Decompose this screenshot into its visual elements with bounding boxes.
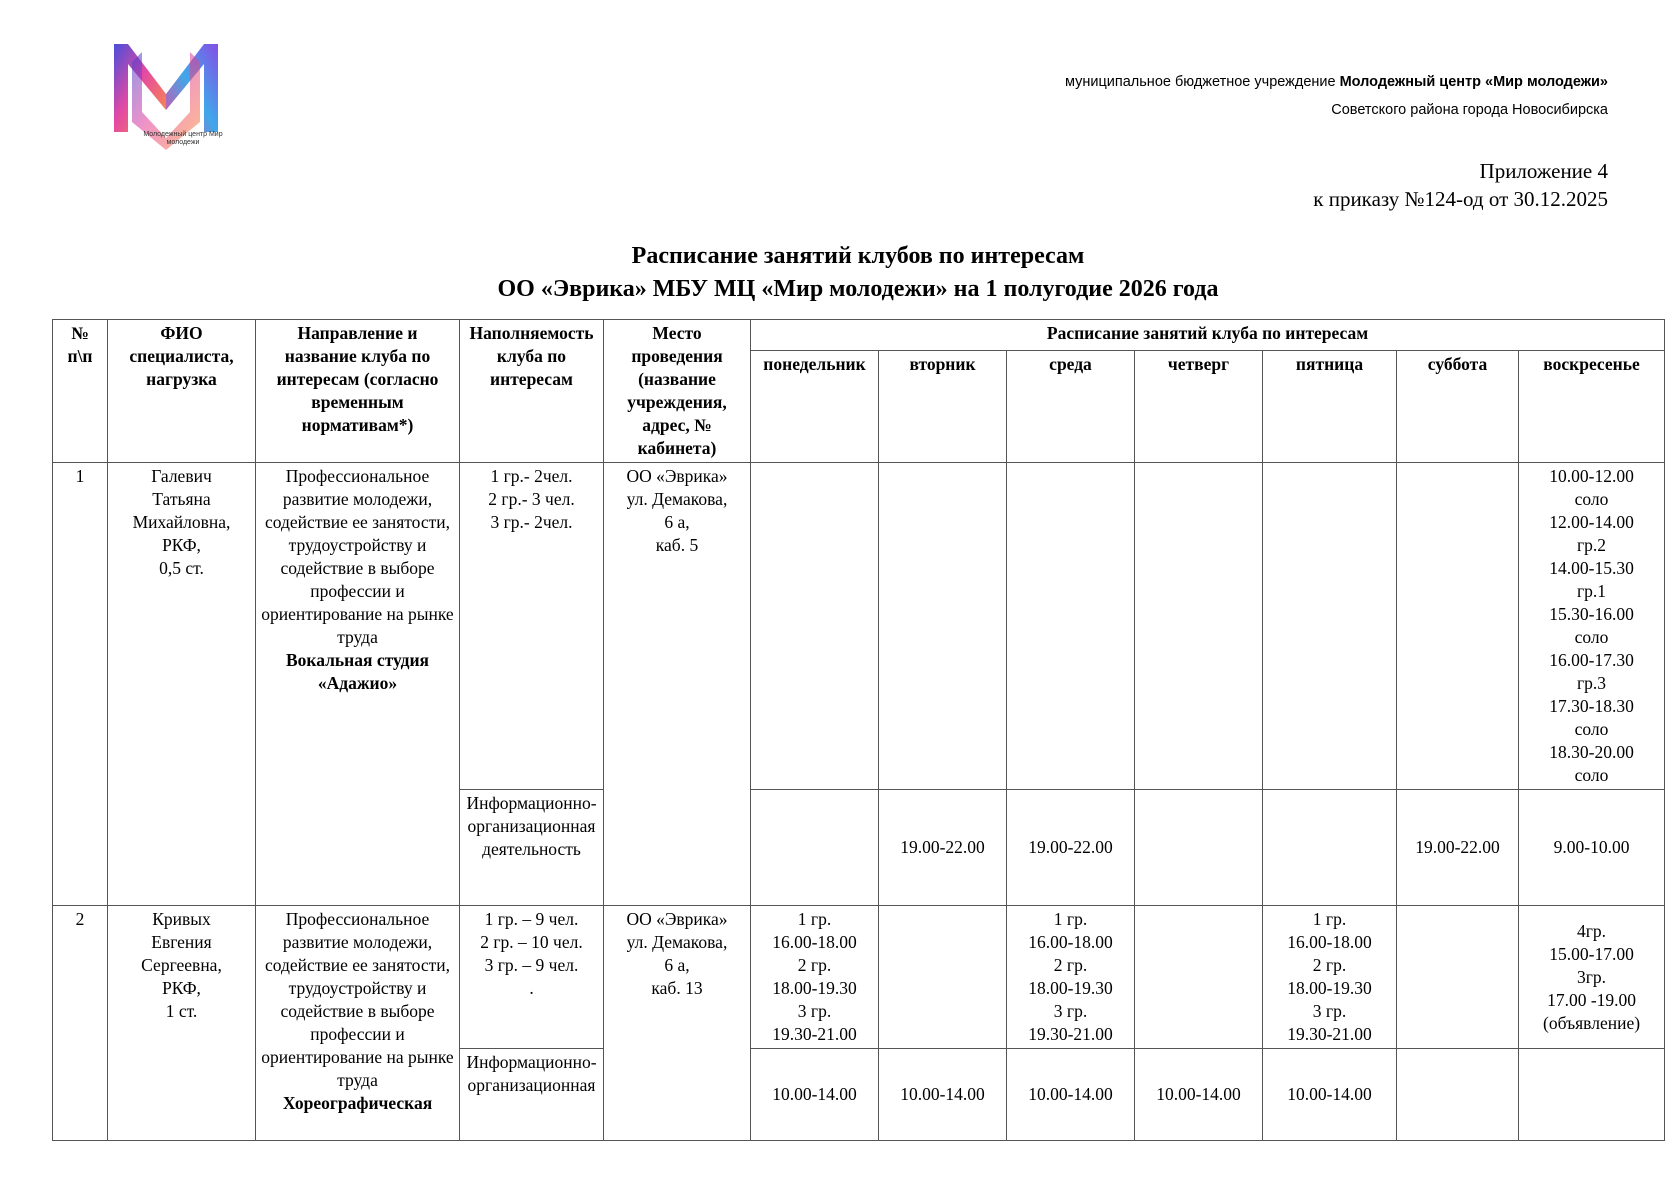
day-cell: 10.00-14.00 xyxy=(1007,1049,1135,1141)
day-cell xyxy=(1135,906,1263,1049)
title-line2: ОО «Эврика» МБУ МЦ «Мир молодежи» на 1 полугодие 2026 года xyxy=(497,276,1219,302)
group-fill: 1 гр.- 2чел. 2 гр.- 3 чел. 3 гр.- 2чел. xyxy=(460,463,604,790)
day-cell: 10.00-14.00 xyxy=(751,1049,879,1141)
schedule-table xyxy=(52,319,1665,1141)
day-cell xyxy=(751,790,879,906)
row-num: 1 xyxy=(53,463,108,906)
logo-text: Молодежный центр Мир молодежи xyxy=(143,131,223,146)
day-cell xyxy=(1397,463,1519,790)
day-cell xyxy=(1263,463,1397,790)
day-cell xyxy=(879,463,1007,790)
venue: ОО «Эврика» ул. Демакова, 6 а, каб. 5 xyxy=(604,463,751,906)
org-line2: Советского района города Новосибирска xyxy=(1331,102,1608,118)
day-cell xyxy=(879,906,1007,1049)
club-direction xyxy=(256,463,460,906)
header-day: среда xyxy=(1007,350,1135,462)
group-fill: 1 гр. – 9 чел. 2 гр. – 10 чел. 3 гр. – 9 чел. . xyxy=(460,906,604,1049)
table-row xyxy=(53,463,1665,790)
day-cell xyxy=(1135,463,1263,790)
annex-line1: Приложение 4 xyxy=(1479,159,1608,183)
day-cell xyxy=(1007,463,1135,790)
club-name: Вокальная студия «Адажио» xyxy=(285,650,430,693)
day-cell: 10.00-14.00 xyxy=(1263,1049,1397,1141)
annex-note xyxy=(1313,157,1608,213)
day-cell: 10.00-14.00 xyxy=(879,1049,1007,1141)
day-cell xyxy=(1135,790,1263,906)
info-activity-label: Информационно-организационная деятельность xyxy=(460,790,604,906)
day-cell: 1 гр. 16.00-18.00 2 гр. 18.00-19.30 3 гр. 19.30-21.00 xyxy=(1263,906,1397,1049)
day-cell: 9.00-10.00 xyxy=(1519,790,1665,906)
day-cell: 19.00-22.00 xyxy=(879,790,1007,906)
info-activity-label: Информационно-организационная xyxy=(460,1049,604,1141)
header-place: Место проведения (название учреждения, адрес, № кабинета) xyxy=(604,320,751,463)
row-num: 2 xyxy=(53,906,108,1141)
specialist-name: Галевич Татьяна Михайловна, РКФ, 0,5 ст. xyxy=(108,463,256,906)
day-cell xyxy=(751,463,879,790)
table-row xyxy=(53,906,1665,1049)
day-cell xyxy=(1397,1049,1519,1141)
header-day: пятница xyxy=(1263,350,1397,462)
organization-header xyxy=(1065,68,1608,124)
venue: ОО «Эврика» ул. Демакова, 6 а, каб. 13 xyxy=(604,906,751,1141)
header-day: понедельник xyxy=(751,350,879,462)
title-line1: Расписание занятий клубов по интересам xyxy=(631,243,1085,269)
direction-text: Профессиональное развитие молодежи, содействие ее занятости, трудоустройству и содействие в выборе профессии и ориентирование на рынке труда xyxy=(261,909,454,1090)
header-num: № п\п xyxy=(53,320,108,463)
day-cell: 1 гр. 16.00-18.00 2 гр. 18.00-19.30 3 гр. 19.30-21.00 xyxy=(751,906,879,1049)
header-direction: Направление и название клуба по интересам (согласно временным нормативам*) xyxy=(256,320,460,463)
day-cell xyxy=(1263,790,1397,906)
day-cell: 19.00-22.00 xyxy=(1007,790,1135,906)
header-day: четверг xyxy=(1135,350,1263,462)
document-title xyxy=(52,240,1664,306)
header-day: суббота xyxy=(1397,350,1519,462)
header-fio: ФИО специалиста, нагрузка xyxy=(108,320,256,463)
day-cell xyxy=(1519,1049,1665,1141)
day-cell xyxy=(1397,906,1519,1049)
org-line1-prefix: муниципальное бюджетное учреждение xyxy=(1064,74,1340,90)
day-cell: 10.00-12.00 соло 12.00-14.00 гр.2 14.00-15.30 гр.1 15.30-16.00 соло 16.00-17.30 гр.3 17.30-18.30 соло 18.30-20.00 соло xyxy=(1519,463,1665,790)
specialist-name: Кривых Евгения Сергеевна, РКФ, 1 ст. xyxy=(108,906,256,1141)
club-name: Хореографическая xyxy=(282,1093,433,1113)
annex-line2: к приказу №124-од от 30.12.2025 xyxy=(1313,187,1608,211)
day-cell: 19.00-22.00 xyxy=(1397,790,1519,906)
day-cell: 10.00-14.00 xyxy=(1135,1049,1263,1141)
club-direction xyxy=(256,906,460,1141)
header-fill: Наполняемость клуба по интересам xyxy=(460,320,604,463)
org-name: Молодежный центр «Мир молодежи» xyxy=(1339,74,1608,90)
day-cell: 4гр. 15.00-17.00 3гр. 17.00 -19.00 (объявление) xyxy=(1519,906,1665,1049)
header-day: вторник xyxy=(879,350,1007,462)
header-day: воскресенье xyxy=(1519,350,1665,462)
header-schedule: Расписание занятий клуба по интересам xyxy=(751,320,1665,351)
direction-text: Профессиональное развитие молодежи, содействие ее занятости, трудоустройству и содействие в выборе профессии и ориентирование на рынке труда xyxy=(261,466,454,647)
day-cell: 1 гр. 16.00-18.00 2 гр. 18.00-19.30 3 гр. 19.30-21.00 xyxy=(1007,906,1135,1049)
